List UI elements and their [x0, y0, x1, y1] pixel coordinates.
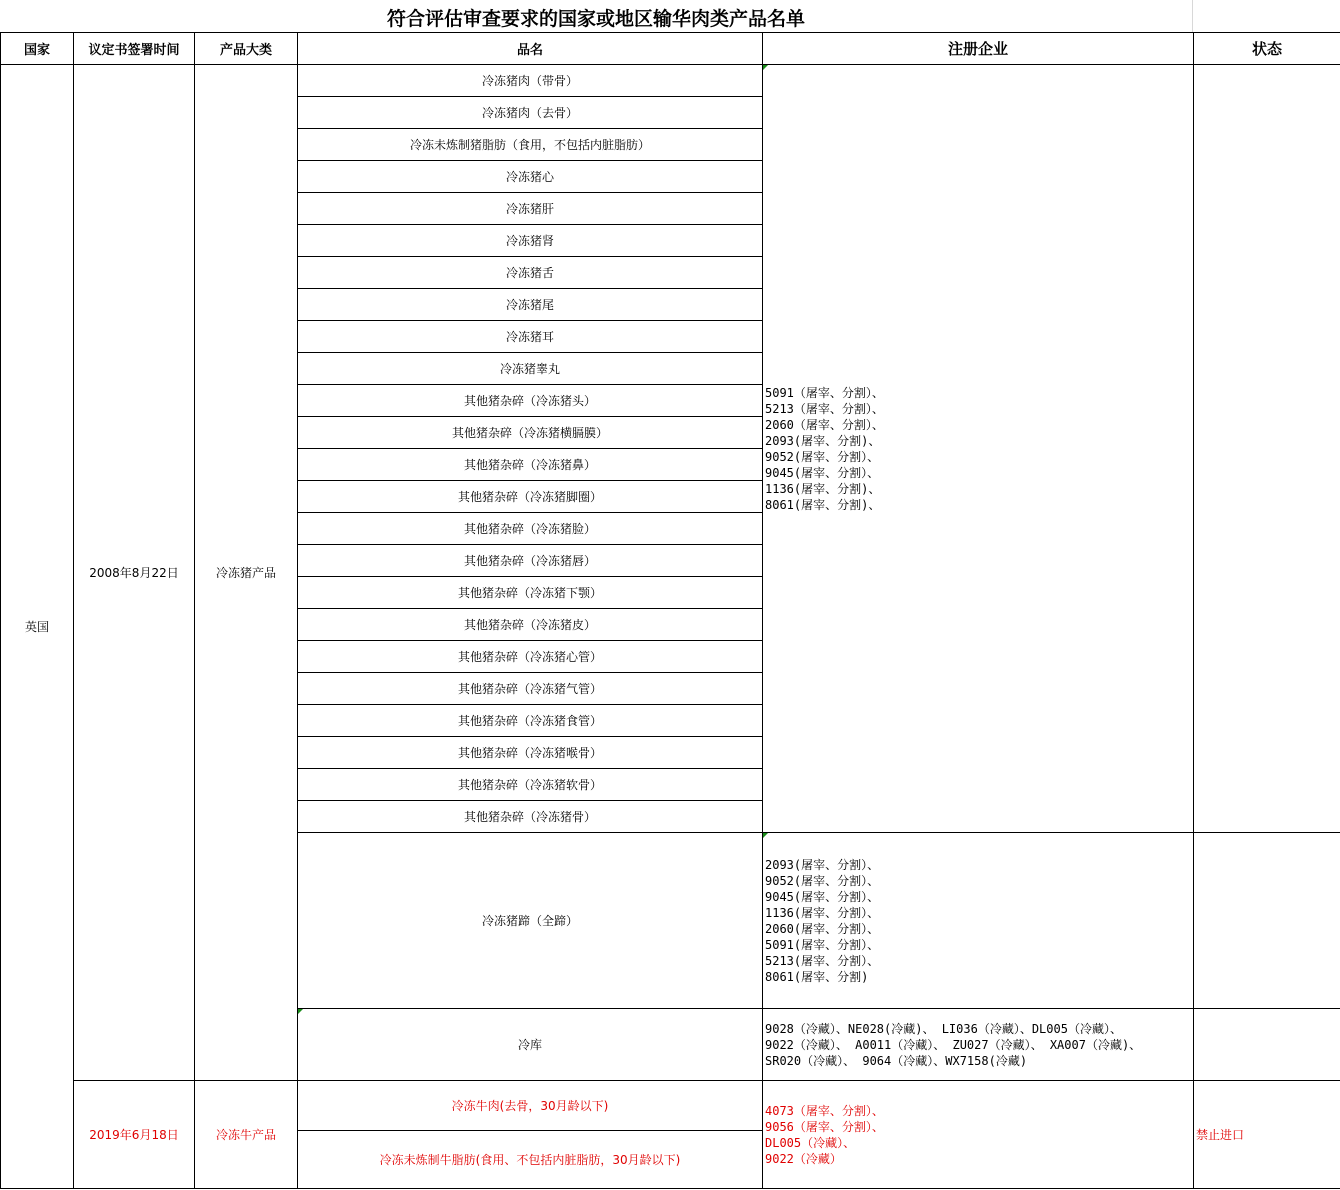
product-cell[interactable]: 冷冻猪肉（带骨）	[298, 65, 763, 97]
product-cell[interactable]: 冷库	[298, 1009, 763, 1081]
header-country[interactable]: 国家	[1, 33, 74, 65]
product-cell[interactable]: 其他猪杂碎（冷冻猪唇）	[298, 545, 763, 577]
product-cell[interactable]: 其他猪杂碎（冷冻猪食管）	[298, 705, 763, 737]
header-category[interactable]: 产品大类	[195, 33, 298, 65]
category-cell[interactable]: 冷冻牛产品	[195, 1081, 298, 1189]
enterprise-entry: 5213（屠宰、分割）、	[765, 401, 884, 416]
enterprise-entry: 8061(屠宰、分割)、	[765, 497, 881, 512]
header-row	[1, 33, 1340, 65]
table-row	[1, 65, 1340, 97]
header-status[interactable]: 状态	[1194, 33, 1340, 65]
product-cell[interactable]: 冷冻猪舌	[298, 257, 763, 289]
product-cell[interactable]: 冷冻猪尾	[298, 289, 763, 321]
status-cell[interactable]	[1194, 1009, 1340, 1081]
enterprise-entry: 9056（屠宰、分割）、	[765, 1119, 884, 1134]
enterprise-entry: 9052(屠宰、分割）、	[765, 873, 880, 888]
enterprise-entry: 5213(屠宰、分割）、	[765, 953, 880, 968]
table-row	[1, 1081, 1340, 1131]
enterprise-entry: SR020（冷藏）、 9064（冷藏）、WX7158(冷藏)	[765, 1053, 1028, 1068]
status-cell[interactable]: 禁止进口	[1194, 1081, 1340, 1189]
product-cell[interactable]: 其他猪杂碎（冷冻猪喉骨）	[298, 737, 763, 769]
enterprise-entry: DL005（冷藏）、	[765, 1135, 856, 1150]
product-cell[interactable]: 冷冻未炼制猪脂肪（食用，不包括内脏脂肪）	[298, 129, 763, 161]
product-cell[interactable]: 其他猪杂碎（冷冻猪心管）	[298, 641, 763, 673]
enterprise-entry: 9045(屠宰、分割）、	[765, 465, 880, 480]
enterprise-entry: 9022（冷藏）、 A0011（冷藏）、 ZU027（冷藏）、 XA007（冷藏)、	[765, 1037, 1142, 1052]
header-product[interactable]: 品名	[298, 33, 763, 65]
enterprise-entry: 1136(屠宰、分割)、	[765, 481, 881, 496]
status-cell[interactable]	[1194, 833, 1340, 1009]
sheet-title: 符合评估审查要求的国家或地区输华肉类产品名单	[386, 8, 805, 30]
enterprise-entry: 5091(屠宰、分割）、	[765, 937, 880, 952]
enterprise-entry: 1136(屠宰、分割）、	[765, 905, 880, 920]
category-cell[interactable]: 冷冻猪产品	[195, 65, 298, 1081]
date-cell[interactable]: 2019年6月18日	[74, 1081, 195, 1189]
product-cell[interactable]: 冷冻猪肾	[298, 225, 763, 257]
meat-product-table	[0, 32, 1340, 1189]
enterprise-entry: 5091（屠宰、分割）、	[765, 385, 884, 400]
status-cell[interactable]	[1194, 65, 1340, 833]
enterprise-entry: 9028（冷藏）、NE028(冷藏)、 LI036（冷藏）、DL005（冷藏）、	[765, 1021, 1122, 1036]
enterprise-entry: 2093(屠宰、分割)、	[765, 433, 881, 448]
title-cell-border	[1192, 0, 1193, 32]
product-cell[interactable]: 其他猪杂碎（冷冻猪横膈膜）	[298, 417, 763, 449]
product-cell[interactable]: 其他猪杂碎（冷冻猪气管）	[298, 673, 763, 705]
product-cell[interactable]: 其他猪杂碎（冷冻猪下颚）	[298, 577, 763, 609]
product-cell[interactable]: 冷冻猪睾丸	[298, 353, 763, 385]
product-cell[interactable]: 冷冻猪肝	[298, 193, 763, 225]
enterprise-cell[interactable]	[763, 65, 1194, 833]
enterprise-entry: 4073（屠宰、分割）、	[765, 1103, 884, 1118]
enterprise-entry: 9045(屠宰、分割）、	[765, 889, 880, 904]
product-cell[interactable]: 冷冻猪心	[298, 161, 763, 193]
country-cell[interactable]: 英国	[1, 65, 74, 1189]
enterprise-entry: 2093(屠宰、分割）、	[765, 857, 880, 872]
product-cell[interactable]: 其他猪杂碎（冷冻猪脚圈）	[298, 481, 763, 513]
enterprise-cell[interactable]	[763, 1009, 1194, 1081]
product-cell[interactable]: 冷冻未炼制牛脂肪(食用、不包括内脏脂肪，30月龄以下)	[298, 1131, 763, 1189]
enterprise-cell[interactable]	[763, 1081, 1194, 1189]
product-cell[interactable]: 其他猪杂碎（冷冻猪皮）	[298, 609, 763, 641]
product-cell[interactable]: 冷冻猪耳	[298, 321, 763, 353]
product-cell[interactable]: 其他猪杂碎（冷冻猪鼻）	[298, 449, 763, 481]
product-cell[interactable]: 其他猪杂碎（冷冻猪软骨）	[298, 769, 763, 801]
enterprise-entry: 9052(屠宰、分割）、	[765, 449, 880, 464]
product-cell[interactable]: 其他猪杂碎（冷冻猪骨）	[298, 801, 763, 833]
title-row	[0, 0, 1340, 32]
date-cell[interactable]: 2008年8月22日	[74, 65, 195, 1081]
enterprise-entry: 8061(屠宰、分割)	[765, 969, 869, 984]
product-cell[interactable]: 冷冻猪肉（去骨）	[298, 97, 763, 129]
enterprise-entry: 9022（冷藏）	[765, 1151, 842, 1166]
enterprise-entry: 2060（屠宰、分割）、	[765, 417, 884, 432]
enterprise-cell[interactable]	[763, 833, 1194, 1009]
header-enterprise[interactable]: 注册企业	[763, 33, 1194, 65]
product-cell[interactable]: 冷冻牛肉(去骨，30月龄以下)	[298, 1081, 763, 1131]
header-date[interactable]: 议定书签署时间	[74, 33, 195, 65]
enterprise-entry: 2060(屠宰、分割）、	[765, 921, 880, 936]
product-cell[interactable]: 冷冻猪蹄（全蹄）	[298, 833, 763, 1009]
product-cell[interactable]: 其他猪杂碎（冷冻猪脸）	[298, 513, 763, 545]
product-cell[interactable]: 其他猪杂碎（冷冻猪头）	[298, 385, 763, 417]
